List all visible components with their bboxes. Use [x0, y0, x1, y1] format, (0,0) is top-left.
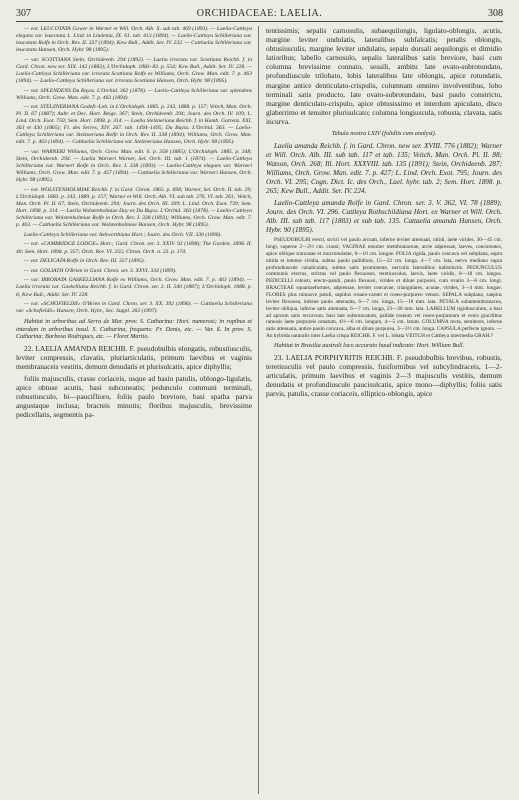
variety-entry: — var. GOLIATH O'Brien in Gard. Chron. ser. 3. XXVI. 334 (1899).	[24, 267, 177, 274]
page-number-left: 307	[16, 8, 31, 19]
page-number-right: 308	[488, 8, 503, 19]
variety-entry: — var. SPLENDENS Du Buyss. L'Orchid. 362 (1878). — Laelio-Cattleya Schilleriana var. splendens Williams, Orch. Grow. Man. edit. 7. p. 463 (1894).	[16, 87, 252, 101]
detailed-description: PSEUDOBULBI erecti, stricti vel paulo arcuati, inferne leviter attenuati, nitidi, laete virides, 30—45 cm. longi, superne 2—2½ cm. crassi; VAGINAE tenuiter membranaceae, arcte adpressae, laeves, concoreates, apice oblique truncatae et mucronulatae, 6—10 cm. longae. FOLIA rigida, paulo concava vel subplana, supra nitida et intense viridia, subtus paulo pallidiora, 15—22 cm. longa, 4—7 cm. lata, nervo mediano supra profundiuscule canaliculato, subtus satis prominente, nervulis lateralibus indistinctis. PEDUNCULUS communis erectus, strictus vel paulo flexuosus, teretiusculus, laevis, laete viridis, 8—18 cm. longus. PEDICELLI robusti, erecto-patuli, paulo flexuosi, virides et dilute purpurei, cum ovario 3—6 cm. longi. BRACTEAE squamaeformes, adpressae, leviter concavae, triangulares, acutae, virides, 3—4 mm. longae. FLORES plus minusve patuli, sapidus rosaeo-carnei et roseo-purpureo venosi. SEPALA subplana, saepius leviter flexuosa, inferne paulo attenuata, 6—7 cm. longa, 15—18 mm. lata. PETALA subumembranacea, leviter obliqua, inferne satis attenuata, 6—7 cm. longa, 23—28 mm. lata. LABELLUM rigidiusculum, a basi ad apicem satis recurvum, basi late subtruncatum, pallide roseum vel roseo-purpureum et venis gracilibus ramosis laete purpureis ornatum, 4½—6 cm. longum, 4—5 cm. latum. COLUMNA recta, semiteres, inferne satis attenuata, antice paulo concava, alba et dilute purpurea, 3—3½ cm. longa. CAPSULA perfecte ignota. — An hybrida naturalis inter Laelia crispa REICHB. F. vel L. lobata VEITCH et Cattleya intermedia GRAH.?	[266, 237, 502, 340]
variety-entry: — var. STELZNERIANA Godefr.-Leb. in L'Orchidoph. 1885. p. 243, 1888. p. 157; Veitch, Man. Orch. Pl. II. 67 (1887); Aubr. et Dec. Hort. Beige. 367; Stein, Orchideenb. 294; Journ. des Orch. IV. 109; L. Lind. Orch. Exot. 750; Sem. Hort. 1898. p. 314. — Laelia Stelzneriana Reichb. f. in Hamb. Gartenz. XXI. 363 et 430 (1865); Fl. des Serres, XIV. 267. tab. 1494–1495; Du Buyss. L'Orchid. 363. — Laelio-Cattleya Schilleriana var. Stelzneriana Rolfe in Orch. Rev. II. 338 (1894); Williams, Orch. Grow. Man. edit. 7. p. 463 (1894). — Cattlaelia Schilleriana var. Stelzneriana Hansen, Orch. Hybr. 98 (1895).	[16, 104, 252, 146]
variety-entry: — var. IRRORATA GASKELLIANA Rolfe ex Williams, Orch. Grow. Man. edit. 7. p. 463 (1894). — Laelia irrorata var. Gaskelliana Reichb. f. in Gard. Chron. ser. 3. II. 540 (1887); L'Orchidoph. 1888. p. 6; Kew Bull., Addit. Ser. IV. 228.	[16, 277, 252, 298]
habitat-note: Habitat in Brasilia australi loco accurato haud indicato: Hort. William Bull.	[274, 342, 465, 350]
right-column	[266, 26, 502, 794]
species-heading-22: 22. LAELIA AMANDA REICHB. F. pseudobulbis elongatis, robustiusculis, leviter compressis, clavatis, pluriarticulatis, primum laevibus et vaginis membranaceis vestitis, demum denudatis et plurisulcatis, apice diphyllis;	[16, 343, 252, 372]
synonyms: Laelio-Cattleya amanda Rolfe in Gard. Chron. ser. 3. V. 362, VI. 78 (1889); Journ. des Orch. VI. 296. Cattleya Rothschildiana Hort. ex Warner et Will. Orch. Alb. III. sub tab. 117 (1883) et sub tab. 135. Cattaelia amanda Hansen, Orch. Hybr. 90 (1895).	[266, 198, 502, 234]
variety-entry: — var. «CAMBRIDGE LODGE» Hort.; Gard. Chron. ser. 3. XXIV. 92 (1898); The Garden, 1898. II. 40; Sem. Hort. 1898. p. 357; Orch. Rev. VI. 255; Chron. Orch. n. 23. p. 174.	[16, 241, 252, 255]
plate-reference: Tabula nostra LXIV (folidiis cum analysi).	[331, 130, 437, 138]
running-title: ORCHIDACEAE: LAELIA.	[196, 8, 323, 19]
variety-entry: — var. WARNERI Williams, Orch. Grow. Man. edit. 6. p. 358 (1885); L'Orchidoph. 1885. p. 348; Stein, Orchideenb. 294. — Laelia Warneri Warner, Sel. Orch. III. tab. 1 (1874). — Laelio-Cattleya Schilleriana var. Warneri Rolfe in Orch. Rev. I. 338 (1893). — Laelio-Cattleya elegans var. Warneri Williams, Orch. Grow. Man. edit. 7. p. 457 (1894). — Cattlaelia Schilleriana var. Warneri Hansen, Orch. Hybr. 98 (1895).	[16, 149, 252, 184]
variety-entry: Laelio-Cattleya Schilleriana var. Ashworthiana Hort.; Journ. des Orch. VII. 330 (1896).	[24, 231, 222, 238]
citations: Laelia amanda Reichb. f. in Gard. Chron. new ser. XVIII. 776 (1882); Warner et Will. Orch. Alb. III. sub tab. 117 et tab. 135; Veitch, Man. Orch. Pl. II. 88; Watson, Orch. 268; Ill. Hort. XXXVIII. tab. 135 (1891); Stein, Orchideenb. 287; Williams, Orch. Grow. Man. edit. 7. p. 427; L. Lind. Orch. Exot. 795; Journ. des Orch. VI. 295; Cogn. Dict. Ic. des Orch., Lael. hybr. tab. 2; Sem. Hort. 1898. p. 265; Kew Bull., Addit. Ser. IV. 224.	[266, 142, 502, 196]
page-header	[16, 8, 503, 22]
variety-entry: — var. LEUCOTATA Gower in Warner et Will. Orch. Alb. X. sub tab. 469 (1893). — Laelia-Cattleya elegans var. leucotata L. Lind. in Lindenia, IX. 61. tab. 413 (1894). — Laelio-Cattleya Schilleriana var. leucotata Rolfe in Orch. Rev. II. 337 (1894); Kew Bull., Addit. Ser. IV. 232. — Cattlaelia Schilleriana var. leucotata Hansen, Orch. Hybr. 98 (1895).	[16, 26, 252, 54]
variety-entry: — var. DELICATA Rolfe in Orch. Rev. III. 327 (1895).	[24, 258, 146, 265]
column-divider	[258, 26, 259, 794]
variety-entry: — var. «SCHOFIELDII» O'Brien in Gard. Chron. ser. 3. XX. 392 (1896). — Cattlaelia Schilleriana var. «Schofieldii» Hansen, Orch. Hybr., Sec. Suppl. 263 (1897).	[16, 301, 252, 315]
left-column	[16, 26, 252, 794]
header-rule	[16, 21, 503, 22]
description-continuation: tentissimis; sepalis carnosulis, subaequilongis, ligulato-oblongis, acutis, margine leviter undulatis, lateralibus subfalcatis; petalis oblongis, obtusiusculis, margine leviter undulatis, sepalo dorsali aequilongis et dimidio latioribus; labello carnosulo, sepalis lateralibus satis breviore, basi cum columna brevissime connato, sessili, ambitu late ovato-subrotundato, profundiuscule trilobato, lobis lateralibus late oblongis, apice rotundatis, margine antice denticulato-crispulis, columnam omnino involventibus, lobo terminali satis producto, late ovato-subrotundato, basi paulo constricto, margine denticulato-crispulo, apice obtusissimo et interdum apiculato, disco glaberrimo et tenuiter plurisulcato; columna longiuscula, robusta, clavata, satis incurva.	[266, 26, 502, 126]
habitat-note: Habitat in arboribus ad Serra de Mar. prov. S. Catharina: Hort. numerosi; in rupibus et interdum in arboribus insul. S. Catharina, frequens: Fr. Denis, etc. — Var. ß. In prov. S. Catharina: Barbosa Rodrigues, etc. — Floret Martio.	[16, 317, 252, 341]
species-description: foliis majusculis, crasse coriaceis, usque ad basin patulis, oblongo-ligulatis, apice obtuse acutis, basi subcuneatis; pedunculo communi terminali, robustiusculo, bi—pauciflioro, foliis paulo breviore, basi spatha parva angustaque inclusa; bracteis minutis; floribus majusculis, brevissime pedicellatis, segmentis pa-	[16, 373, 252, 420]
variety-entry: — var. WOLSTENHOLMIAE Reichb. f. in Gard. Chron. 1865. p. 698; Warner, Sel. Orch. II. tab. 29; L'Orchidoph. 1883. p. 343, 1889. p. 157; Warner et Will. Orch. Alb. VI. sub tab. 276, VI. tab. 261; Veitch, Man. Orch. Pl. II. 67; Stein, Orchideenb. 294; Journ. des Orch. III. 169; L. Lind. Orch. Exot. 739; Sem. Hort. 1898. p. 314. — Laelia Wolstenholmiae Day ex Du Buyss. L'Orchid. 363 (1878). — Laelio-Cattleya Schilleriana var. Wolstenholmiae Rolfe in Orch. Rev. I. 338 (1893); Williams, Orch. Grow. Man. edit. 7. p. 463. — Cattlaelia Schilleriana var. Wolstenholmiae Hansen, Orch. Hybr. 98 (1895).	[16, 186, 252, 229]
variety-entry: — var. SCOTTIANA Stein, Orchideenb. 294 (1892). — Laelia irrorata var. Scottiana Reichb. f. in Gard. Chron. new ser. XIX. 142 (1883); L'Orchidoph. 1883–83. p. 554; Kew Bull., Addit. Ser. IV. 228. — Laelio-Cattleya Schilleriana var. irrorata Scottiana Rolfe ex Williams, Orch. Grow. Man. edit. 7. p. 463 (1894). — Laelio-Cattleya Schilleriana var. irrorata Scottiana Hansen, Orch. Hybr. 98 (1895).	[16, 56, 252, 84]
species-heading-23: 23. LAELIA PORPHYRITIS REICHB. F. pseudobulbis brevibus, robustis, teretiusculis vel paulo compressis, fusiformibus vel subcylindraceis, 1—2-articulatis, primum laevibus et vaginis 2—3 majusculis vestitis, demum denudatis et profundiuscule paucisulcatis, apice mono—diphyllis; foliis satis parvis, patulis, crasse coriaceis, elliptico-oblongis, apice	[266, 352, 502, 399]
